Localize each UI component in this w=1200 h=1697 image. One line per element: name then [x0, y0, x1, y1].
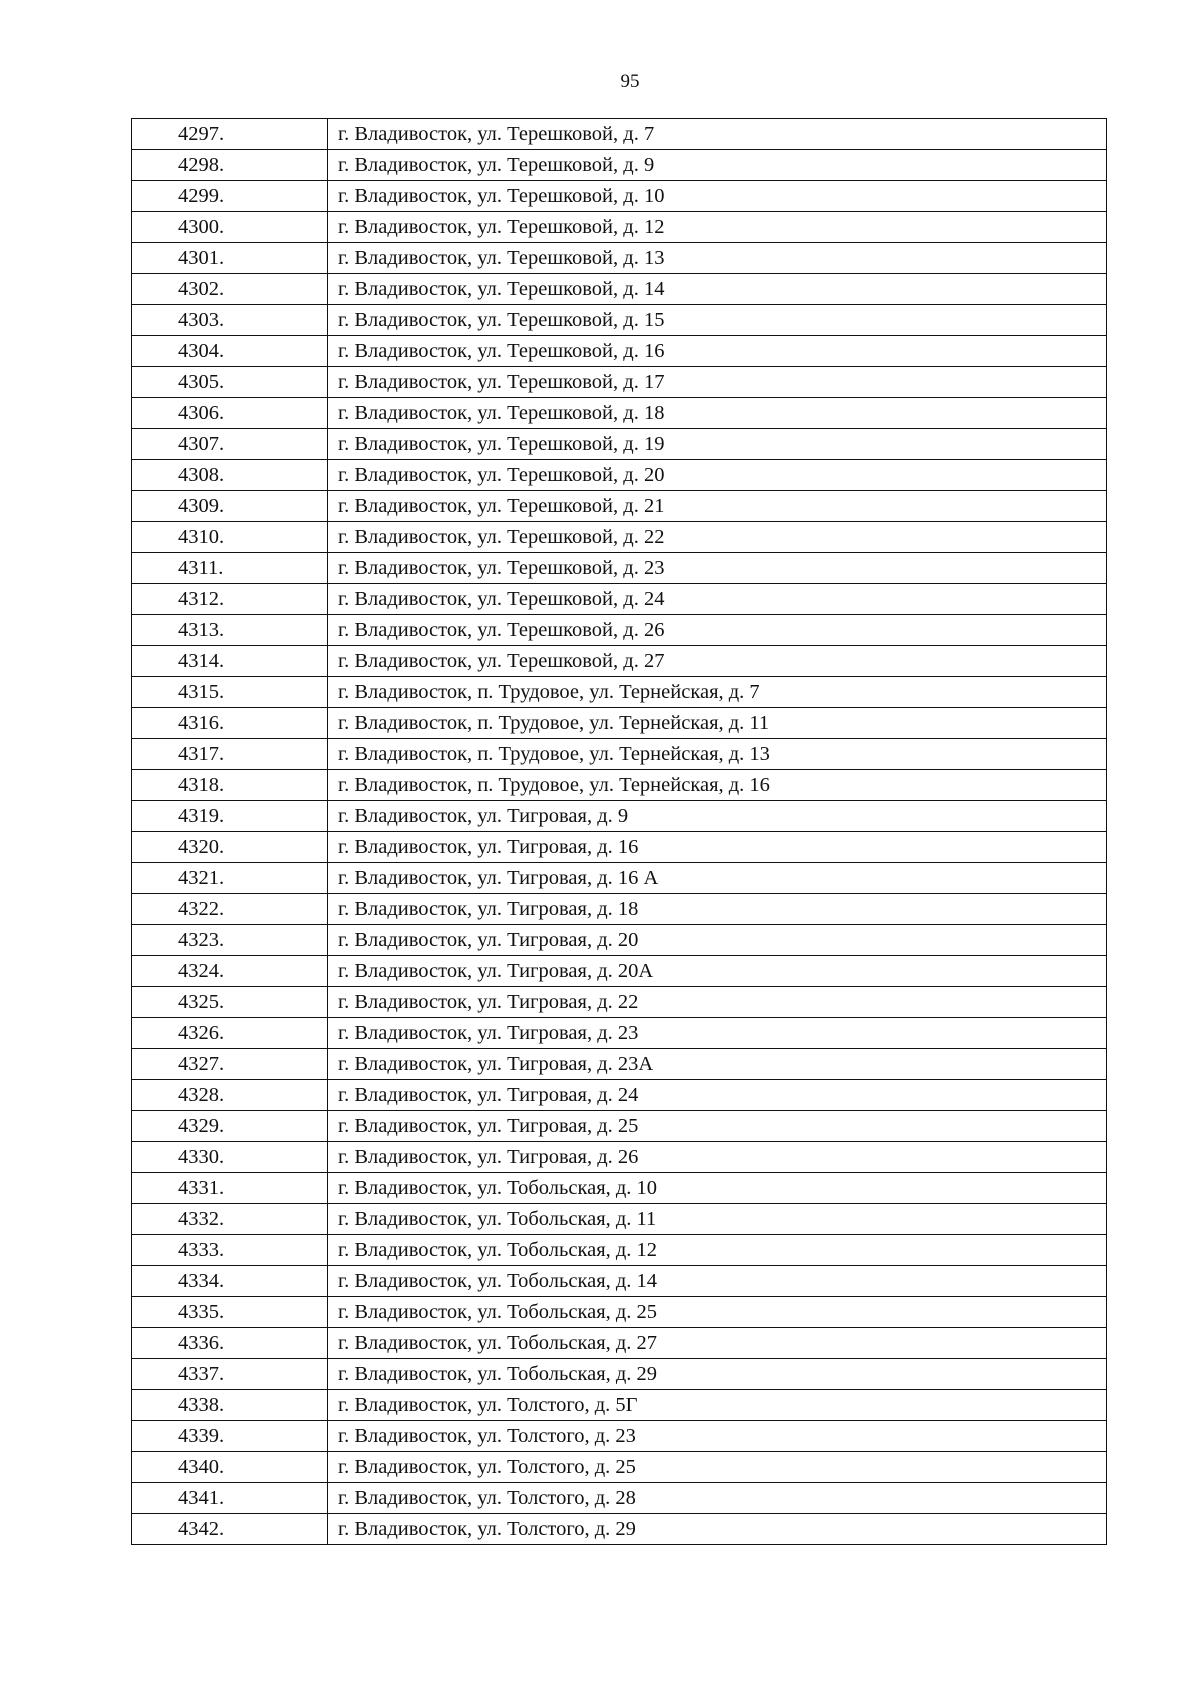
table-row — [132, 553, 1107, 584]
address-cell: г. Владивосток, ул. Тобольская, д. 29 — [328, 1359, 1107, 1390]
address-cell: г. Владивосток, ул. Тобольская, д. 25 — [328, 1297, 1107, 1328]
address-cell: г. Владивосток, ул. Тигровая, д. 23А — [328, 1049, 1107, 1080]
address-table — [131, 118, 1107, 1545]
row-number-cell: 4316. — [132, 708, 328, 739]
address-cell: г. Владивосток, п. Трудовое, ул. Тернейская, д. 13 — [328, 739, 1107, 770]
address-cell: г. Владивосток, п. Трудовое, ул. Тернейская, д. 11 — [328, 708, 1107, 739]
table-row — [132, 119, 1107, 150]
row-number-cell: 4297. — [132, 119, 328, 150]
row-number-cell: 4339. — [132, 1421, 328, 1452]
table-row — [132, 212, 1107, 243]
row-number-cell: 4309. — [132, 491, 328, 522]
address-cell: г. Владивосток, ул. Толстого, д. 5Г — [328, 1390, 1107, 1421]
address-cell: г. Владивосток, ул. Терешковой, д. 23 — [328, 553, 1107, 584]
row-number-cell: 4301. — [132, 243, 328, 274]
row-number-cell: 4340. — [132, 1452, 328, 1483]
address-cell: г. Владивосток, ул. Толстого, д. 23 — [328, 1421, 1107, 1452]
address-cell: г. Владивосток, ул. Тигровая, д. 22 — [328, 987, 1107, 1018]
row-number-cell: 4300. — [132, 212, 328, 243]
address-cell: г. Владивосток, ул. Терешковой, д. 26 — [328, 615, 1107, 646]
row-number-cell: 4298. — [132, 150, 328, 181]
table-row — [132, 336, 1107, 367]
row-number-cell: 4313. — [132, 615, 328, 646]
row-number-cell: 4303. — [132, 305, 328, 336]
table-row — [132, 1018, 1107, 1049]
address-cell: г. Владивосток, ул. Тобольская, д. 10 — [328, 1173, 1107, 1204]
row-number-cell: 4324. — [132, 956, 328, 987]
row-number-cell: 4319. — [132, 801, 328, 832]
row-number-cell: 4299. — [132, 181, 328, 212]
row-number-cell: 4329. — [132, 1111, 328, 1142]
row-number-cell: 4336. — [132, 1328, 328, 1359]
row-number-cell: 4325. — [132, 987, 328, 1018]
row-number-cell: 4320. — [132, 832, 328, 863]
row-number-cell: 4334. — [132, 1266, 328, 1297]
address-cell: г. Владивосток, ул. Терешковой, д. 10 — [328, 181, 1107, 212]
table-row — [132, 801, 1107, 832]
address-cell: г. Владивосток, ул. Тобольская, д. 27 — [328, 1328, 1107, 1359]
table-row — [132, 1297, 1107, 1328]
row-number-cell: 4328. — [132, 1080, 328, 1111]
table-row — [132, 305, 1107, 336]
table-row — [132, 1049, 1107, 1080]
table-row — [132, 925, 1107, 956]
row-number-cell: 4332. — [132, 1204, 328, 1235]
address-cell: г. Владивосток, ул. Тигровая, д. 16 А — [328, 863, 1107, 894]
table-row — [132, 1328, 1107, 1359]
table-row — [132, 615, 1107, 646]
address-cell: г. Владивосток, ул. Тобольская, д. 12 — [328, 1235, 1107, 1266]
table-row — [132, 367, 1107, 398]
address-cell: г. Владивосток, ул. Тигровая, д. 24 — [328, 1080, 1107, 1111]
table-row — [132, 274, 1107, 305]
row-number-cell: 4327. — [132, 1049, 328, 1080]
table-row — [132, 150, 1107, 181]
address-cell: г. Владивосток, ул. Тигровая, д. 25 — [328, 1111, 1107, 1142]
row-number-cell: 4310. — [132, 522, 328, 553]
address-cell: г. Владивосток, ул. Терешковой, д. 17 — [328, 367, 1107, 398]
row-number-cell: 4315. — [132, 677, 328, 708]
address-cell: г. Владивосток, ул. Терешковой, д. 13 — [328, 243, 1107, 274]
table-row — [132, 1142, 1107, 1173]
row-number-cell: 4318. — [132, 770, 328, 801]
address-cell: г. Владивосток, ул. Терешковой, д. 21 — [328, 491, 1107, 522]
table-row — [132, 243, 1107, 274]
table-row — [132, 1111, 1107, 1142]
address-cell: г. Владивосток, ул. Тобольская, д. 14 — [328, 1266, 1107, 1297]
address-cell: г. Владивосток, ул. Тигровая, д. 20А — [328, 956, 1107, 987]
address-cell: г. Владивосток, ул. Тигровая, д. 18 — [328, 894, 1107, 925]
address-cell: г. Владивосток, ул. Терешковой, д. 24 — [328, 584, 1107, 615]
row-number-cell: 4331. — [132, 1173, 328, 1204]
row-number-cell: 4314. — [132, 646, 328, 677]
table-row — [132, 460, 1107, 491]
address-cell: г. Владивосток, ул. Тигровая, д. 9 — [328, 801, 1107, 832]
table-row — [132, 1483, 1107, 1514]
table-row — [132, 832, 1107, 863]
row-number-cell: 4338. — [132, 1390, 328, 1421]
address-cell: г. Владивосток, ул. Тигровая, д. 23 — [328, 1018, 1107, 1049]
row-number-cell: 4333. — [132, 1235, 328, 1266]
table-row — [132, 1235, 1107, 1266]
table-row — [132, 987, 1107, 1018]
row-number-cell: 4342. — [132, 1514, 328, 1545]
address-cell: г. Владивосток, ул. Толстого, д. 25 — [328, 1452, 1107, 1483]
address-cell: г. Владивосток, ул. Терешковой, д. 27 — [328, 646, 1107, 677]
row-number-cell: 4302. — [132, 274, 328, 305]
table-body — [132, 119, 1107, 1545]
row-number-cell: 4330. — [132, 1142, 328, 1173]
row-number-cell: 4326. — [132, 1018, 328, 1049]
address-cell: г. Владивосток, п. Трудовое, ул. Тернейская, д. 16 — [328, 770, 1107, 801]
address-cell: г. Владивосток, ул. Терешковой, д. 20 — [328, 460, 1107, 491]
table-row — [132, 646, 1107, 677]
row-number-cell: 4335. — [132, 1297, 328, 1328]
row-number-cell: 4307. — [132, 429, 328, 460]
table-row — [132, 181, 1107, 212]
table-row — [132, 1359, 1107, 1390]
row-number-cell: 4322. — [132, 894, 328, 925]
table-row — [132, 398, 1107, 429]
table-row — [132, 956, 1107, 987]
row-number-cell: 4337. — [132, 1359, 328, 1390]
table-row — [132, 1390, 1107, 1421]
address-cell: г. Владивосток, п. Трудовое, ул. Тернейская, д. 7 — [328, 677, 1107, 708]
table-row — [132, 677, 1107, 708]
row-number-cell: 4308. — [132, 460, 328, 491]
address-cell: г. Владивосток, ул. Терешковой, д. 18 — [328, 398, 1107, 429]
table-row — [132, 770, 1107, 801]
page-number: 95 — [620, 71, 640, 92]
table-row — [132, 491, 1107, 522]
address-cell: г. Владивосток, ул. Толстого, д. 29 — [328, 1514, 1107, 1545]
table-row — [132, 584, 1107, 615]
address-cell: г. Владивосток, ул. Тигровая, д. 20 — [328, 925, 1107, 956]
row-number-cell: 4312. — [132, 584, 328, 615]
address-cell: г. Владивосток, ул. Тигровая, д. 16 — [328, 832, 1107, 863]
table-row — [132, 1514, 1107, 1545]
address-cell: г. Владивосток, ул. Тигровая, д. 26 — [328, 1142, 1107, 1173]
address-cell: г. Владивосток, ул. Терешковой, д. 12 — [328, 212, 1107, 243]
address-cell: г. Владивосток, ул. Терешковой, д. 19 — [328, 429, 1107, 460]
table-row — [132, 1204, 1107, 1235]
table-row — [132, 894, 1107, 925]
table-row — [132, 1266, 1107, 1297]
row-number-cell: 4317. — [132, 739, 328, 770]
address-cell: г. Владивосток, ул. Терешковой, д. 14 — [328, 274, 1107, 305]
table-row — [132, 1173, 1107, 1204]
row-number-cell: 4305. — [132, 367, 328, 398]
row-number-cell: 4321. — [132, 863, 328, 894]
table-row — [132, 1452, 1107, 1483]
row-number-cell: 4304. — [132, 336, 328, 367]
address-cell: г. Владивосток, ул. Толстого, д. 28 — [328, 1483, 1107, 1514]
table-row — [132, 1421, 1107, 1452]
table-row — [132, 429, 1107, 460]
row-number-cell: 4306. — [132, 398, 328, 429]
row-number-cell: 4323. — [132, 925, 328, 956]
row-number-cell: 4311. — [132, 553, 328, 584]
address-cell: г. Владивосток, ул. Тобольская, д. 11 — [328, 1204, 1107, 1235]
row-number-cell: 4341. — [132, 1483, 328, 1514]
address-cell: г. Владивосток, ул. Терешковой, д. 15 — [328, 305, 1107, 336]
address-cell: г. Владивосток, ул. Терешковой, д. 22 — [328, 522, 1107, 553]
table-row — [132, 863, 1107, 894]
table-row — [132, 1080, 1107, 1111]
address-cell: г. Владивосток, ул. Терешковой, д. 7 — [328, 119, 1107, 150]
table-row — [132, 708, 1107, 739]
address-cell: г. Владивосток, ул. Терешковой, д. 16 — [328, 336, 1107, 367]
address-cell: г. Владивосток, ул. Терешковой, д. 9 — [328, 150, 1107, 181]
table-row — [132, 739, 1107, 770]
table-row — [132, 522, 1107, 553]
